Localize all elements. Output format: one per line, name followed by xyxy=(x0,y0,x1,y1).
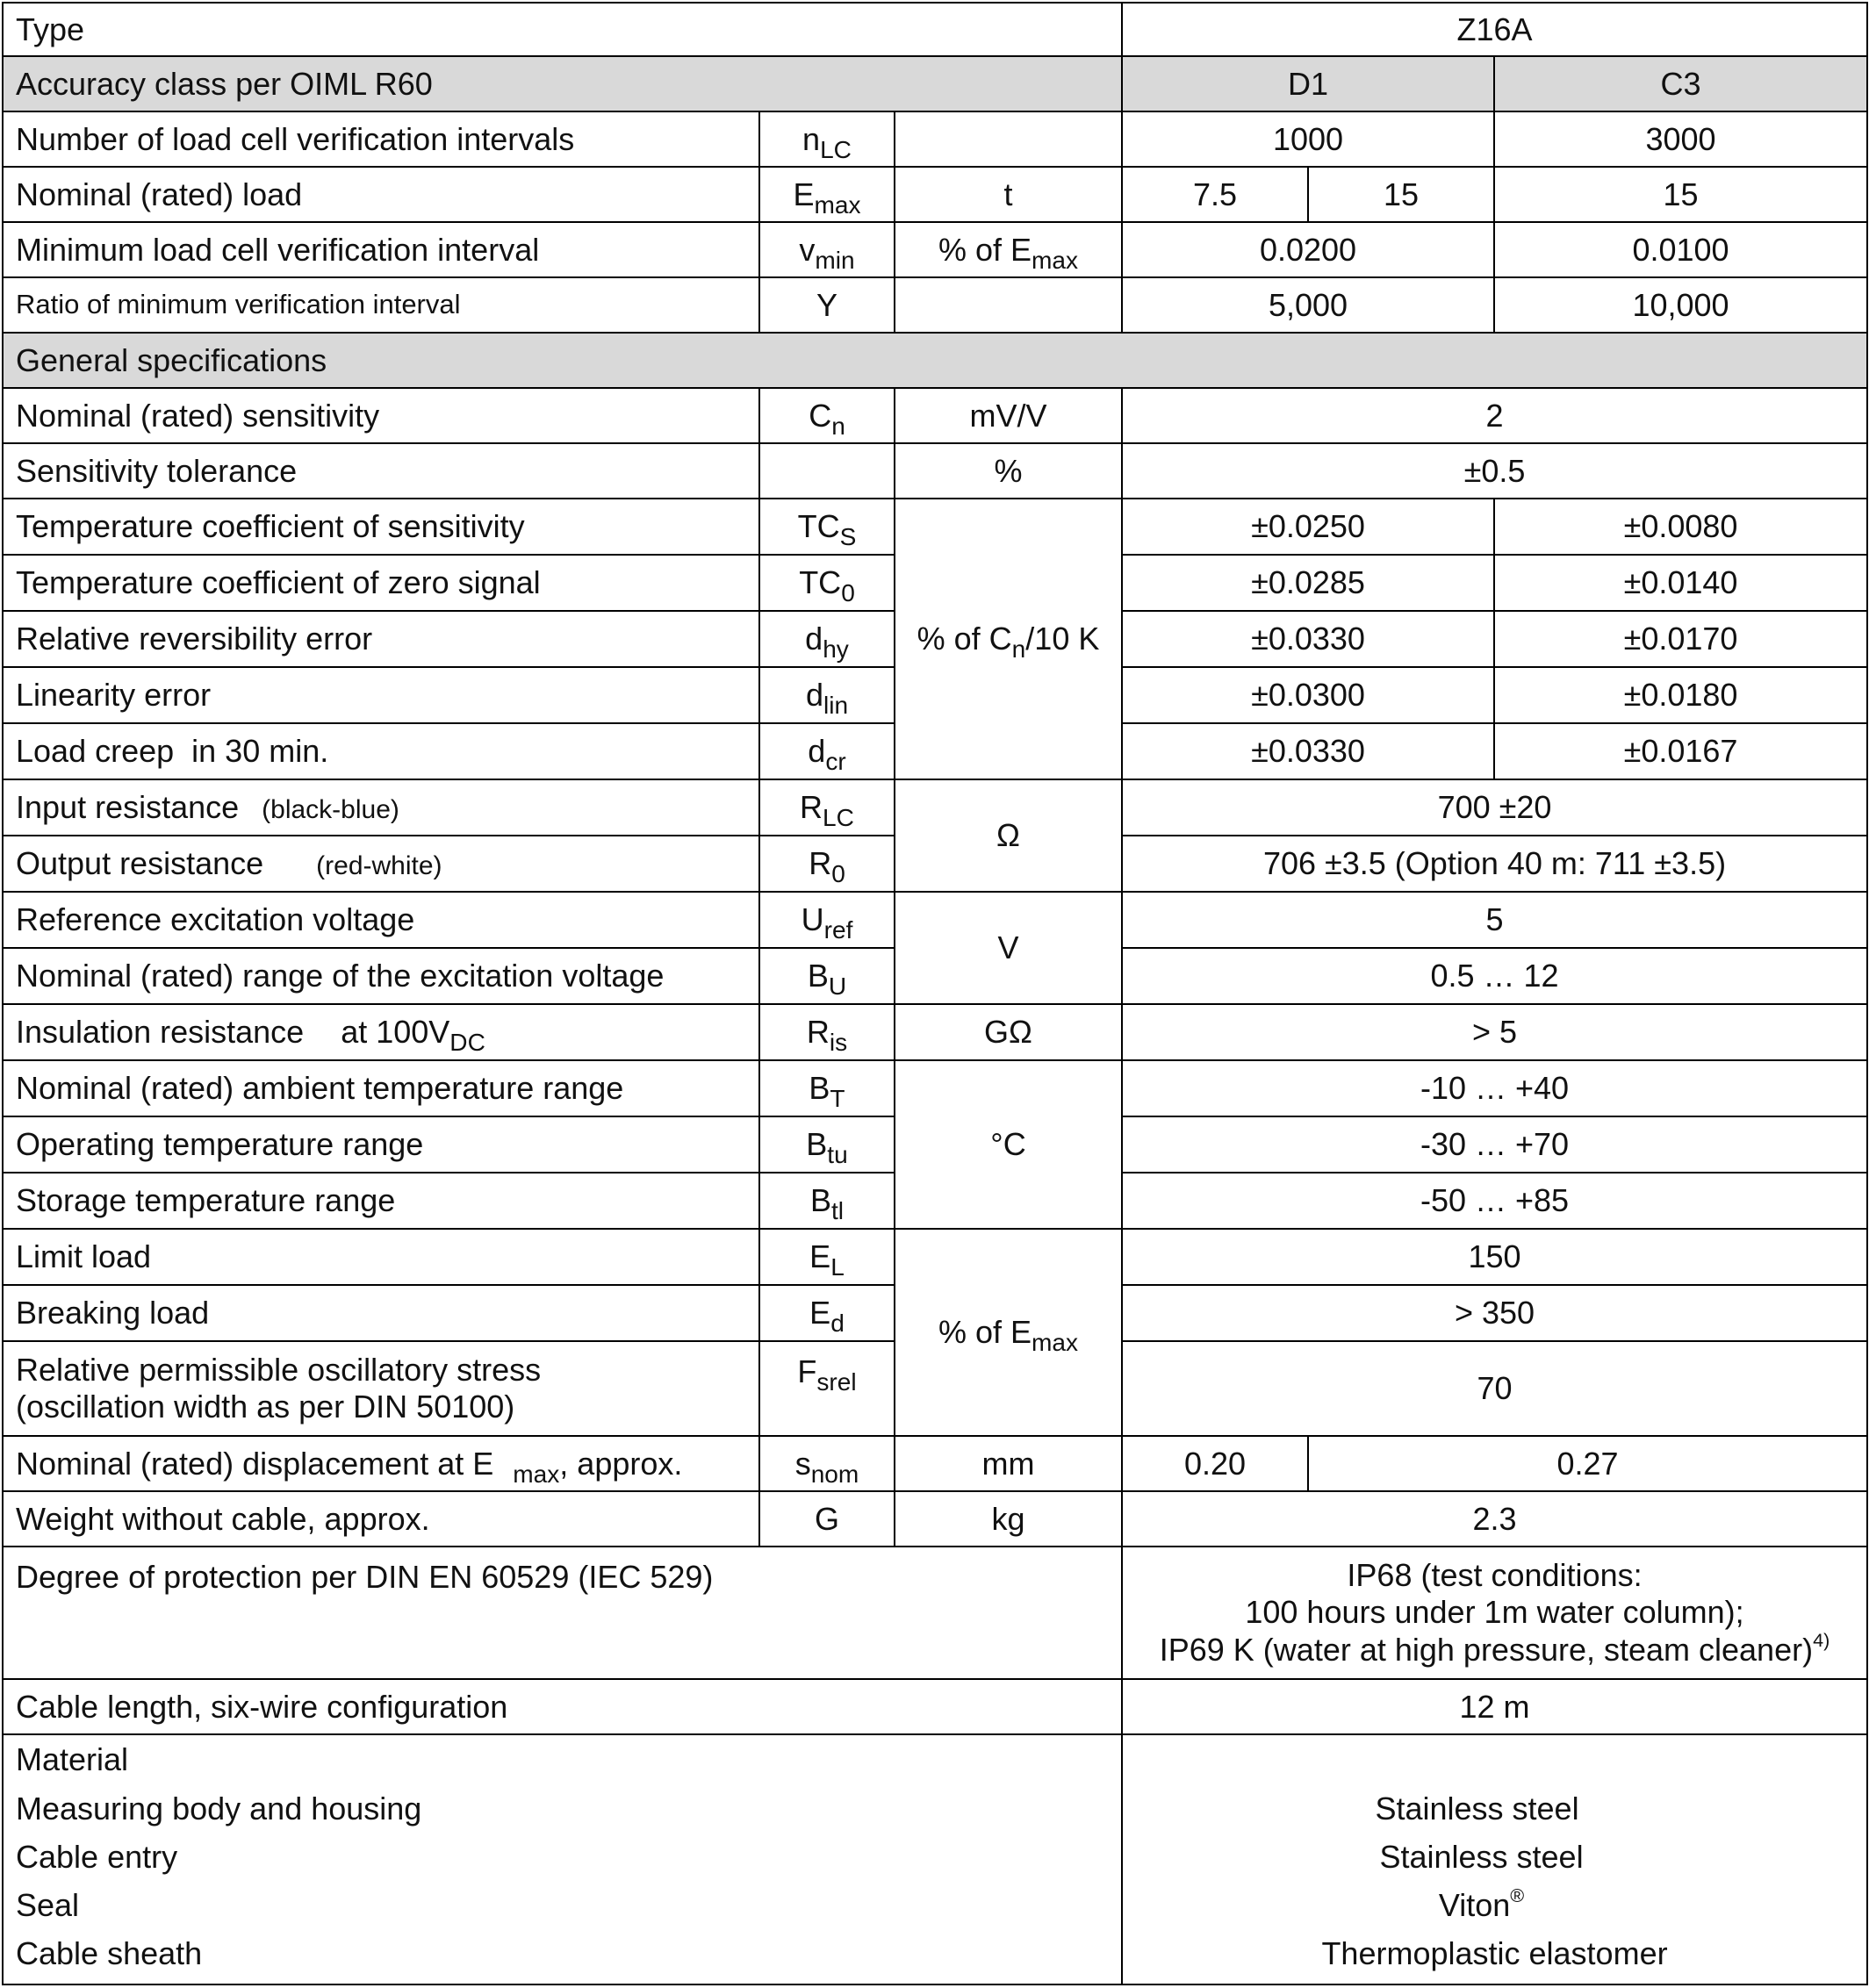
c3-value: ±0.0140 xyxy=(1494,555,1867,611)
material-item-value: Stainless steel xyxy=(1375,1791,1579,1827)
row-symbol: $F_{srel}$ xyxy=(759,1341,895,1436)
row-symbol: $d_{lin}$ xyxy=(759,667,895,723)
material-item-value: Viton® xyxy=(1438,1884,1525,1923)
row-value: > 5 xyxy=(1122,1004,1867,1060)
row-symbol: $R_0$ xyxy=(759,836,895,892)
table-row xyxy=(3,167,1867,222)
c3-value: ±0.0080 xyxy=(1494,499,1867,555)
table-row xyxy=(3,1004,1867,1060)
load-unit: % of $E_{max}$ xyxy=(895,1229,1122,1436)
row-symbol: $E_L$ xyxy=(759,1229,895,1285)
row-label: Sensitivity tolerance xyxy=(3,443,759,499)
table-row xyxy=(3,1491,1867,1547)
row-symbol: $R_{is}$ xyxy=(759,1004,895,1060)
row-symbol: $s_{nom}$ xyxy=(759,1436,895,1491)
row-label: Minimum load cell verification interval xyxy=(3,222,759,277)
cable-label: Cable length, six-wire configuration xyxy=(3,1679,1122,1734)
celsius-unit: °C xyxy=(895,1060,1122,1229)
d1-value: ±0.0300 xyxy=(1122,667,1494,723)
section-title: General specifications xyxy=(3,333,1867,388)
material-item-label: Cable entry xyxy=(16,1839,178,1875)
type-value: Z16A xyxy=(1122,3,1867,56)
table-row xyxy=(3,277,1867,333)
material-item-value: Stainless steel xyxy=(1379,1839,1584,1875)
row-symbol: $v_{min}$ xyxy=(759,222,895,277)
row-symbol: $B_{tl}$ xyxy=(759,1173,895,1229)
row-label: Output resistance (red-white) xyxy=(3,836,759,892)
material-row xyxy=(3,1734,1867,1984)
row-value: ±0.5 xyxy=(1122,443,1867,499)
material-item-value: Thermoplastic elastomer xyxy=(1321,1935,1668,1971)
table-row xyxy=(3,388,1867,443)
table-row xyxy=(3,443,1867,499)
row-symbol: G xyxy=(759,1491,895,1547)
row-label: Insulation resistance at $100V_{DC}$ xyxy=(3,1004,759,1060)
accuracy-d1: D1 xyxy=(1122,56,1494,111)
row-label: Nominal (rated) sensitivity xyxy=(3,388,759,443)
row-symbol: $B_{tu}$ xyxy=(759,1116,895,1173)
row-label: Ratio of minimum verification interval xyxy=(3,277,759,333)
row-label: Load creep in 30 min. xyxy=(3,723,759,779)
d1-value: ±0.0250 xyxy=(1122,499,1494,555)
row-unit xyxy=(895,277,1122,333)
row-symbol: $C_n$ xyxy=(759,388,895,443)
row-unit: % xyxy=(895,443,1122,499)
row-symbol: $n_{LC}$ xyxy=(759,111,895,167)
row-symbol: $B_T$ xyxy=(759,1060,895,1116)
row-value: 0.5 … 12 xyxy=(1122,948,1867,1004)
row-symbol xyxy=(759,443,895,499)
table-row xyxy=(3,779,1867,836)
material-values xyxy=(1122,1734,1867,1984)
row-label: Relative reversibility error xyxy=(3,611,759,667)
row-unit: % of $E_{max}$ xyxy=(895,222,1122,277)
accuracy-label: Accuracy class per OIML R60 xyxy=(3,56,1122,111)
row-unit xyxy=(895,111,1122,167)
row-symbol: $B_U$ xyxy=(759,948,895,1004)
row-label: Reference excitation voltage xyxy=(3,892,759,948)
row-symbol: $d_{cr}$ xyxy=(759,723,895,779)
row-symbol: $U_{ref}$ xyxy=(759,892,895,948)
row-label: Nominal (rated) range of the excitation voltage xyxy=(3,948,759,1004)
row-label: Limit load xyxy=(3,1229,759,1285)
row-label: Input resistance (black-blue) xyxy=(3,779,759,836)
row-symbol: $TC_0$ xyxy=(759,555,895,611)
row-value: 150 xyxy=(1122,1229,1867,1285)
row-label: Storage temperature range xyxy=(3,1173,759,1229)
d1-value-b: 15 xyxy=(1308,167,1494,222)
row-unit: mV/V xyxy=(895,388,1122,443)
cable-value: 12 m xyxy=(1122,1679,1867,1734)
d1-value: 0.20 xyxy=(1122,1436,1308,1491)
protection-label: Degree of protection per DIN EN 60529 (IEC 529) xyxy=(3,1547,1122,1679)
row-label: Operating temperature range xyxy=(3,1116,759,1173)
row-unit: t xyxy=(895,167,1122,222)
d1-value-a: 7.5 xyxy=(1122,167,1308,222)
spec-sheet xyxy=(2,2,1866,1985)
row-value: > 350 xyxy=(1122,1285,1867,1341)
row-value: -10 … +40 xyxy=(1122,1060,1867,1116)
row-value: -30 … +70 xyxy=(1122,1116,1867,1173)
row-value: -50 … +85 xyxy=(1122,1173,1867,1229)
c3-value: ±0.0180 xyxy=(1494,667,1867,723)
row-value: 700 ±20 xyxy=(1122,779,1867,836)
c3-value: ±0.0167 xyxy=(1494,723,1867,779)
row-symbol: $TC_S$ xyxy=(759,499,895,555)
d1-value: ±0.0285 xyxy=(1122,555,1494,611)
table-row xyxy=(3,111,1867,167)
row-label: Nominal (rated) ambient temperature range xyxy=(3,1060,759,1116)
accuracy-c3: C3 xyxy=(1494,56,1867,111)
d1-value: ±0.0330 xyxy=(1122,611,1494,667)
material-title: Material xyxy=(16,1741,129,1777)
type-label: Type xyxy=(3,3,1122,56)
row-unit: GΩ xyxy=(895,1004,1122,1060)
c3-value: 0.0100 xyxy=(1494,222,1867,277)
row-value: 2.3 xyxy=(1122,1491,1867,1547)
row-label: Breaking load xyxy=(3,1285,759,1341)
row-label: Temperature coefficient of sensitivity xyxy=(3,499,759,555)
row-label: Temperature coefficient of zero signal xyxy=(3,555,759,611)
c3-value: 3000 xyxy=(1494,111,1867,167)
table-row xyxy=(3,1229,1867,1285)
material-item-label: Measuring body and housing xyxy=(16,1791,422,1827)
row-symbol: Y xyxy=(759,277,895,333)
c3-value: 15 xyxy=(1494,167,1867,222)
row-value: 5 xyxy=(1122,892,1867,948)
volt-unit: V xyxy=(895,892,1122,1004)
tc-unit: % of $C_n/10$ K xyxy=(895,499,1122,779)
table-row xyxy=(3,1436,1867,1491)
table-row xyxy=(3,222,1867,277)
table-row xyxy=(3,499,1867,555)
rest-value: 0.27 xyxy=(1308,1436,1867,1491)
spec-table xyxy=(2,2,1868,1985)
row-symbol: $d_{hy}$ xyxy=(759,611,895,667)
table-row xyxy=(3,892,1867,948)
c3-value: ±0.0170 xyxy=(1494,611,1867,667)
row-unit: kg xyxy=(895,1491,1122,1547)
row-symbol: $E_{max}$ xyxy=(759,167,895,222)
d1-value: 0.0200 xyxy=(1122,222,1494,277)
row-label: Linearity error xyxy=(3,667,759,723)
d1-value: 1000 xyxy=(1122,111,1494,167)
material-item-label: Seal xyxy=(16,1887,80,1923)
row-unit: mm xyxy=(895,1436,1122,1491)
row-label: Nominal (rated) load xyxy=(3,167,759,222)
material-labels xyxy=(3,1734,1122,1984)
general-section-row xyxy=(3,333,1867,388)
table-row xyxy=(3,1060,1867,1116)
row-value: 706 ±3.5 (Option 40 m: 711 ±3.5) xyxy=(1122,836,1867,892)
row-value: 70 xyxy=(1122,1341,1867,1436)
row-label: Number of load cell verification intervals xyxy=(3,111,759,167)
cable-row xyxy=(3,1679,1867,1734)
row-symbol: $R_{LC}$ xyxy=(759,779,895,836)
protection-value: IP68 (test conditions: 100 hours under 1m water column); IP69 K (water at high pressure, steam cleaner)$^{4)}$ xyxy=(1122,1547,1867,1679)
row-label: Nominal (rated) displacement at E $_{max}$, approx. xyxy=(3,1436,759,1491)
accuracy-row xyxy=(3,56,1867,111)
ohm-unit: Ω xyxy=(895,779,1122,892)
d1-value: 5,000 xyxy=(1122,277,1494,333)
protection-row xyxy=(3,1547,1867,1679)
row-label: Relative permissible oscillatory stress (oscillation width as per DIN 50100) xyxy=(3,1341,759,1436)
type-row xyxy=(3,3,1867,56)
row-value: 2 xyxy=(1122,388,1867,443)
row-label: Weight without cable, approx. xyxy=(3,1491,759,1547)
d1-value: ±0.0330 xyxy=(1122,723,1494,779)
c3-value: 10,000 xyxy=(1494,277,1867,333)
row-symbol: $E_d$ xyxy=(759,1285,895,1341)
material-item-label: Cable sheath xyxy=(16,1935,203,1971)
